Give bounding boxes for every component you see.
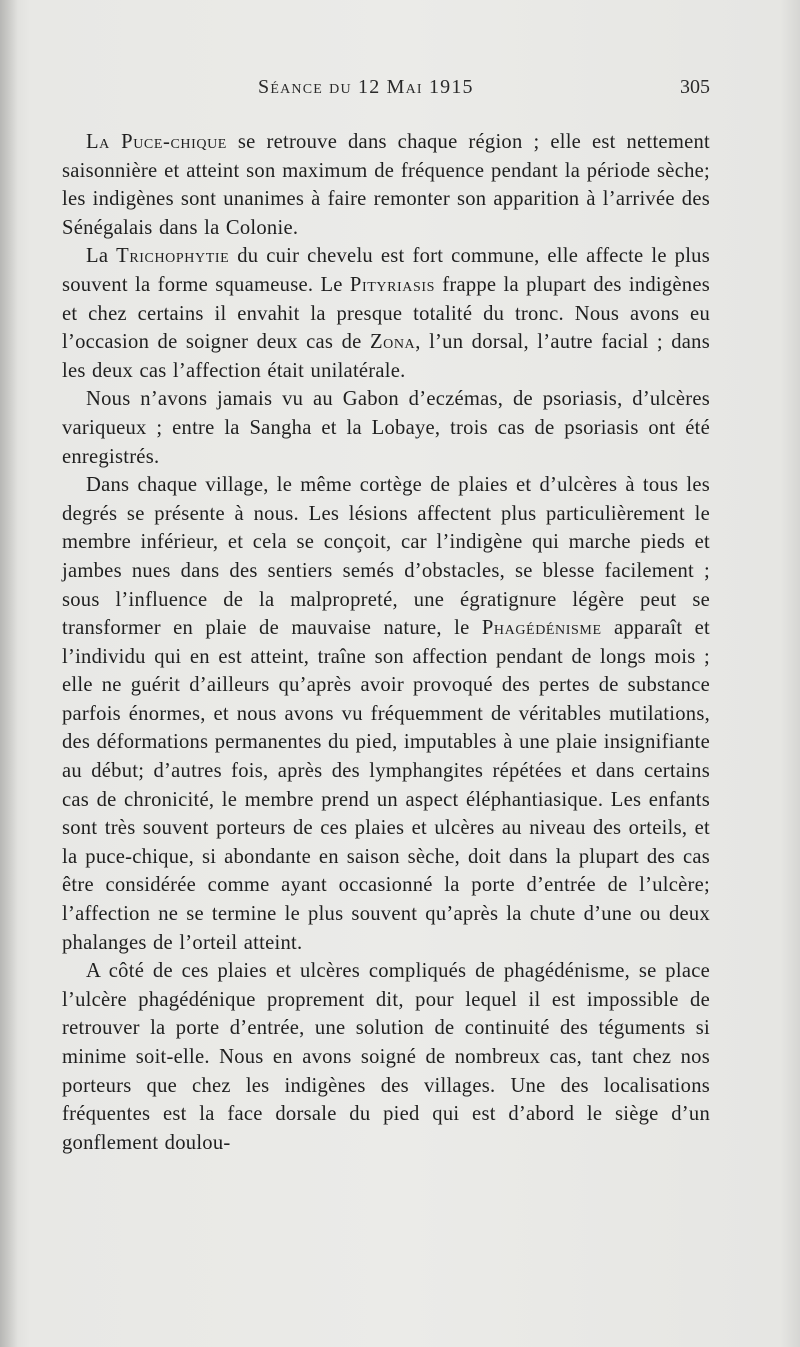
paragraph: [62, 128, 710, 242]
paragraph: [62, 471, 710, 957]
term-puce-chique: La Puce-chique: [86, 131, 227, 153]
paragraph: [62, 242, 710, 385]
page-header: [62, 76, 710, 106]
text-run: , l’un dorsal, l’autre facial ; dans les deux cas l’affection était unilatérale.: [62, 331, 710, 382]
text-run: frappe la plupart des indigènes et chez certains il envahit la presque totalité du tronc. Nous avons eu l’occasion de soigner deux cas de: [62, 273, 710, 354]
text-run: La: [86, 245, 117, 268]
page-number: 305: [680, 76, 710, 98]
text-run: Dans chaque village, le même cortège de plaies et d’ulcères à tous les degrés se présente à nous. Les lésions affectent plus particulièrement le membre inférieur, et cela se conçoit, car l’indigène qui marche pieds et jambes nues dans des sentiers semés d’obstacles, se blesse facilement ; sous l’influence de la malpropreté, une égratignure légère peut se transformer en plaie de mauvaise nature, le: [62, 474, 710, 640]
text-run: apparaît et l’individu qui en est atteint, traîne son affection pendant de longs mois ; elle ne guérit d’ailleurs qu’après avoir provoqué des pertes de substance parfois énormes, et nous avons vu fréquemment de véritables mutilations, des déformations permanentes du pied, imputables à une plaie insignifiante au début; d’autres fois, après des lymphangites répétées et dans certains cas de chronicité, le membre prend un aspect éléphantiasique. Les enfants sont très souvent porteurs de ces plaies et ulcères au niveau des orteils, et la puce-chique, si abondante en saison sèche, doit dans la plupart des cas être considérée comme ayant occasionné la porte d’entrée de l’ulcère; l’affection ne se termine le plus souvent qu’après la chute d’une ou deux phalanges de l’orteil atteint.: [62, 617, 710, 954]
term-zona: Zona: [369, 331, 416, 354]
text-run: A côté de ces plaies et ulcères compliqués de phagédénisme, se place l’ulcère phagédénique proprement dit, pour lequel il est impossible de retrouver la porte d’entrée, une solution de continuité des téguments si minime soit-elle. Nous en avons soigné de nombreux cas, tant chez nos porteurs que chez les indigènes des villages. Une des localisations fréquentes est la face dorsale du pied qui est d’abord le siège d’un gonflement doulou-: [62, 960, 710, 1154]
text-run: se retrouve dans chaque région ; elle est nettement saisonnière et atteint son maximum de fréquence pendant la période sèche; les indigènes sont unanimes à faire remonter son apparition à l’arrivée des Sénégalais dans la Colonie.: [62, 131, 710, 239]
text-run: du cuir chevelu est fort commune, elle affecte le plus souvent la forme squameuse. Le: [62, 245, 710, 296]
term-pityriasis: Pityriasis: [349, 273, 436, 296]
text-run: Nous n’avons jamais vu au Gabon d’eczémas, de psoriasis, d’ulcères variqueux ; entre la Sangha et la Lobaye, trois cas de psoriasis ont été enregistrés.: [62, 388, 710, 468]
term-phagedenisme: Phagédénisme: [481, 617, 602, 640]
term-trichophytie: Trichophytie: [116, 245, 230, 268]
paragraph: [62, 385, 710, 471]
page-gutter-shadow: [0, 0, 18, 1347]
body-text: [62, 128, 710, 1157]
paragraph: [62, 957, 710, 1157]
running-head: Séance du 12 Mai 1915: [258, 76, 474, 98]
